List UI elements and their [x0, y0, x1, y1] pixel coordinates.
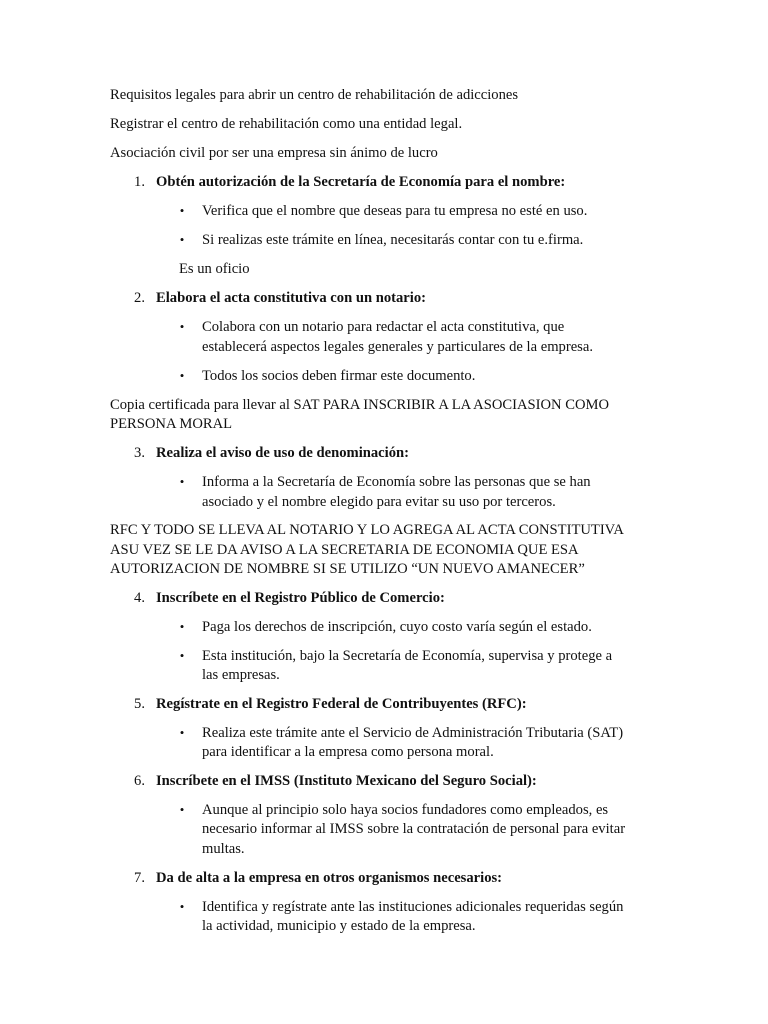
- bullet-text: Informa a la Secretaría de Economía sobre las personas que se han: [202, 474, 591, 490]
- bullet-text: Verifica que el nombre que deseas para tu empresa no esté en uso.: [202, 203, 588, 219]
- bullet-text: multas.: [202, 841, 245, 857]
- step-number: 2.: [134, 290, 145, 306]
- step-number: 3.: [134, 445, 145, 461]
- step-title: Realiza el aviso de uso de denominación:: [156, 445, 409, 461]
- step-title: Inscríbete en el Registro Público de Comercio:: [156, 590, 445, 606]
- bullet-text: asociado y el nombre elegido para evitar su uso por terceros.: [202, 494, 556, 510]
- bullet-icon: •: [179, 802, 185, 817]
- step-title: Regístrate en el Registro Federal de Contribuyentes (RFC):: [156, 696, 527, 712]
- bullet-text: Paga los derechos de inscripción, cuyo costo varía según el estado.: [202, 619, 592, 635]
- step-number: 7.: [134, 870, 145, 886]
- bullet-icon: •: [179, 619, 185, 634]
- bullet-text: Todos los socios deben firmar este documento.: [202, 368, 476, 384]
- step-title: Inscríbete en el IMSS (Instituto Mexicano del Seguro Social):: [156, 773, 537, 789]
- doc-title-line: Requisitos legales para abrir un centro de rehabilitación de adicciones: [110, 87, 519, 103]
- note-line: PERSONA MORAL: [110, 416, 233, 432]
- bullet-text: Esta institución, bajo la Secretaría de Economía, supervisa y protege a: [202, 648, 613, 664]
- bullet-text: las empresas.: [202, 667, 280, 683]
- bullet-icon: •: [179, 725, 185, 740]
- step-number: 6.: [134, 773, 145, 789]
- bullet-icon: •: [179, 899, 185, 914]
- step-number: 5.: [134, 696, 145, 712]
- bullet-text: para identificar a la empresa como persona moral.: [202, 744, 494, 760]
- note-line: Copia certificada para llevar al SAT PARA INSCRIBIR A LA ASOCIASION COMO: [110, 397, 610, 413]
- note-line: RFC Y TODO SE LLEVA AL NOTARIO Y LO AGREGA AL ACTA CONSTITUTIVA: [110, 522, 624, 538]
- bullet-text: Aunque al principio solo haya socios fundadores como empleados, es: [202, 802, 609, 818]
- note-line: AUTORIZACION DE NOMBRE SI SE UTILIZO “UN NUEVO AMANECER”: [110, 561, 585, 577]
- intro-paragraph: Asociación civil por ser una empresa sin ánimo de lucro: [110, 145, 438, 161]
- bullet-text: Realiza este trámite ante el Servicio de Administración Tributaria (SAT): [202, 725, 624, 741]
- bullet-icon: •: [179, 474, 185, 489]
- bullet-text: Si realizas este trámite en línea, necesitarás contar con tu e.firma.: [202, 232, 584, 248]
- step-number: 4.: [134, 590, 145, 606]
- bullet-icon: •: [179, 648, 185, 663]
- bullet-icon: •: [179, 319, 185, 334]
- bullet-text: la actividad, municipio y estado de la empresa.: [202, 918, 476, 934]
- bullet-text: necesario informar al IMSS sobre la contratación de personal para evitar: [202, 821, 626, 837]
- note-line: ASU VEZ SE LE DA AVISO A LA SECRETARIA DE ECONOMIA QUE ESA: [110, 542, 579, 558]
- step-title: Obtén autorización de la Secretaría de Economía para el nombre:: [156, 174, 566, 190]
- bullet-icon: •: [179, 203, 185, 218]
- step-note: Es un oficio: [179, 261, 250, 277]
- bullet-text: Identifica y regístrate ante las instituciones adicionales requeridas según: [202, 899, 624, 915]
- bullet-text: Colabora con un notario para redactar el acta constitutiva, que: [202, 319, 565, 335]
- bullet-text: establecerá aspectos legales generales y particulares de la empresa.: [202, 339, 593, 355]
- bullet-icon: •: [179, 232, 185, 247]
- intro-paragraph: Registrar el centro de rehabilitación como una entidad legal.: [110, 116, 463, 132]
- bullet-icon: •: [179, 368, 185, 383]
- step-title: Da de alta a la empresa en otros organismos necesarios:: [156, 870, 503, 886]
- step-title: Elabora el acta constitutiva con un notario:: [156, 290, 426, 306]
- step-number: 1.: [134, 174, 145, 190]
